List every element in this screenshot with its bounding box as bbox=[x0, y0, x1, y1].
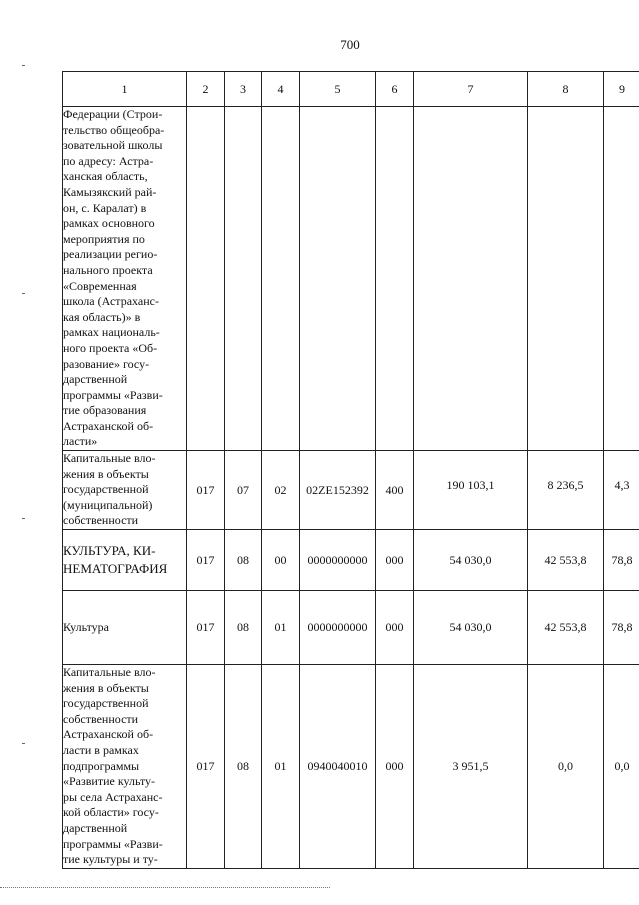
cell-target-article: 0000000000 bbox=[300, 530, 376, 591]
cell-subsection: 01 bbox=[262, 665, 300, 869]
description-line: дарственной bbox=[63, 820, 128, 835]
cell-subsection: 00 bbox=[262, 530, 300, 591]
description-line: нального проекта bbox=[63, 262, 153, 277]
description-line: жения в объекты bbox=[63, 680, 149, 695]
description-line: Астраханской об- bbox=[63, 727, 154, 742]
planned-amount-value: 190 103,1 bbox=[446, 477, 495, 492]
cell-target-article: 02ZE152392 bbox=[300, 451, 376, 530]
description-line: собственности bbox=[63, 711, 139, 726]
cell-expense-type: 000 bbox=[376, 591, 414, 665]
description-line: Камызякский рай- bbox=[63, 184, 157, 199]
description-line: ры села Астраханс- bbox=[63, 789, 163, 804]
column-header: 9 bbox=[604, 72, 639, 107]
cell-executed-amount: 42 553,8 bbox=[528, 530, 604, 591]
description-line: школа (Астраханс- bbox=[63, 294, 159, 309]
cell-expense-type: 000 bbox=[376, 530, 414, 591]
table-row bbox=[63, 530, 639, 591]
description-line: рамках основного bbox=[63, 216, 155, 231]
cell-target-article: 0940040010 bbox=[300, 665, 376, 869]
cell-ministry: 017 bbox=[187, 530, 225, 591]
description-line: жения в объекты bbox=[63, 466, 149, 481]
description-line: реализации регио- bbox=[63, 247, 158, 262]
description-line: разование» госу- bbox=[63, 356, 150, 371]
scan-mark bbox=[22, 293, 25, 294]
row-description bbox=[63, 665, 187, 869]
description-line: государственной bbox=[63, 696, 149, 711]
description-line: подпрограммы bbox=[63, 758, 140, 773]
cell-expense-type: 000 bbox=[376, 665, 414, 869]
description-line: «Современная bbox=[63, 278, 137, 293]
column-header: 5 bbox=[300, 72, 376, 107]
row-description bbox=[63, 451, 187, 530]
description-line: программы «Разви- bbox=[63, 387, 163, 402]
description-line: Культура bbox=[63, 619, 109, 634]
description-line: НЕМАТОГРАФИЯ bbox=[63, 561, 168, 577]
description-line: ного проекта «Об- bbox=[63, 340, 158, 355]
description-line: (муниципальной) bbox=[63, 497, 153, 512]
description-line: кая область)» в bbox=[63, 309, 141, 324]
cell-ministry bbox=[187, 107, 225, 451]
budget-table bbox=[62, 71, 639, 869]
cell-ministry: 017 bbox=[187, 451, 225, 530]
row-description bbox=[63, 107, 187, 451]
cell-subsection: 02 bbox=[262, 451, 300, 530]
table-row bbox=[63, 451, 639, 530]
cell-planned-amount bbox=[414, 451, 528, 530]
cell-execution-percent: 78,8 bbox=[604, 591, 639, 665]
scan-mark bbox=[22, 518, 25, 519]
description-line: рамках националь- bbox=[63, 325, 160, 340]
row-description bbox=[63, 530, 187, 591]
description-line: тельство общеобра- bbox=[63, 122, 165, 137]
cell-section: 08 bbox=[225, 591, 262, 665]
cell-section: 07 bbox=[225, 451, 262, 530]
column-header: 7 bbox=[414, 72, 528, 107]
description-line: тие образования bbox=[63, 403, 147, 418]
cell-section: 08 bbox=[225, 530, 262, 591]
cell-planned-amount: 3 951,5 bbox=[414, 665, 528, 869]
description-line: по адресу: Астра- bbox=[63, 153, 154, 168]
description-line: государственной bbox=[63, 482, 149, 497]
cell-ministry: 017 bbox=[187, 665, 225, 869]
description-line: зовательной школы bbox=[63, 138, 163, 153]
table-row bbox=[63, 591, 639, 665]
cell-target-article: 0000000000 bbox=[300, 591, 376, 665]
cell-execution-percent: 78,8 bbox=[604, 530, 639, 591]
description-line: ханская область, bbox=[63, 169, 148, 184]
cell-executed-amount: 0,0 bbox=[528, 665, 604, 869]
table-row bbox=[63, 665, 639, 869]
column-header: 3 bbox=[225, 72, 262, 107]
cell-ministry: 017 bbox=[187, 591, 225, 665]
column-header: 6 bbox=[376, 72, 414, 107]
cell-execution-percent bbox=[604, 107, 639, 451]
row-description bbox=[63, 591, 187, 665]
description-line: кой области» госу- bbox=[63, 805, 159, 820]
cell-section: 08 bbox=[225, 665, 262, 869]
column-header: 4 bbox=[262, 72, 300, 107]
description-line: Федерации (Строи- bbox=[63, 107, 163, 121]
description-line: ласти» bbox=[63, 434, 98, 449]
cell-subsection bbox=[262, 107, 300, 451]
cell-execution-percent bbox=[604, 451, 639, 530]
cell-subsection: 01 bbox=[262, 591, 300, 665]
description-line: КУЛЬТУРА, КИ- bbox=[63, 543, 156, 559]
column-header: 1 bbox=[63, 72, 187, 107]
cell-expense-type bbox=[376, 107, 414, 451]
execution-percent-value: 4,3 bbox=[614, 477, 630, 492]
table-row bbox=[63, 107, 639, 451]
page-number: 700 bbox=[340, 37, 360, 52]
description-line: Капитальные вло- bbox=[63, 451, 156, 466]
description-line: мероприятия по bbox=[63, 231, 145, 246]
executed-amount-value: 8 236,5 bbox=[547, 477, 584, 492]
description-line: собственности bbox=[63, 513, 139, 528]
cell-section bbox=[225, 107, 262, 451]
cell-executed-amount bbox=[528, 451, 604, 530]
cell-executed-amount: 42 553,8 bbox=[528, 591, 604, 665]
description-line: Капитальные вло- bbox=[63, 665, 156, 680]
cell-planned-amount: 54 030,0 bbox=[414, 591, 528, 665]
description-line: ласти в рамках bbox=[63, 743, 139, 757]
description-line: программы «Разви- bbox=[63, 836, 163, 851]
description-line: «Развитие культу- bbox=[63, 774, 156, 789]
cell-planned-amount bbox=[414, 107, 528, 451]
scan-mark bbox=[22, 743, 25, 744]
cell-planned-amount: 54 030,0 bbox=[414, 530, 528, 591]
description-line: Астраханской об- bbox=[63, 418, 154, 433]
scan-mark bbox=[22, 65, 25, 66]
description-line: тие культуры и ту- bbox=[63, 852, 158, 867]
cell-executed-amount bbox=[528, 107, 604, 451]
cell-execution-percent: 0,0 bbox=[604, 665, 639, 869]
cell-target-article bbox=[300, 107, 376, 451]
column-header: 2 bbox=[187, 72, 225, 107]
column-header: 8 bbox=[528, 72, 604, 107]
description-line: дарственной bbox=[63, 372, 128, 387]
scan-edge-line bbox=[0, 887, 330, 888]
cell-expense-type: 400 bbox=[376, 451, 414, 530]
header-row bbox=[63, 72, 639, 107]
description-line: он, с. Каралат) в bbox=[63, 200, 147, 215]
